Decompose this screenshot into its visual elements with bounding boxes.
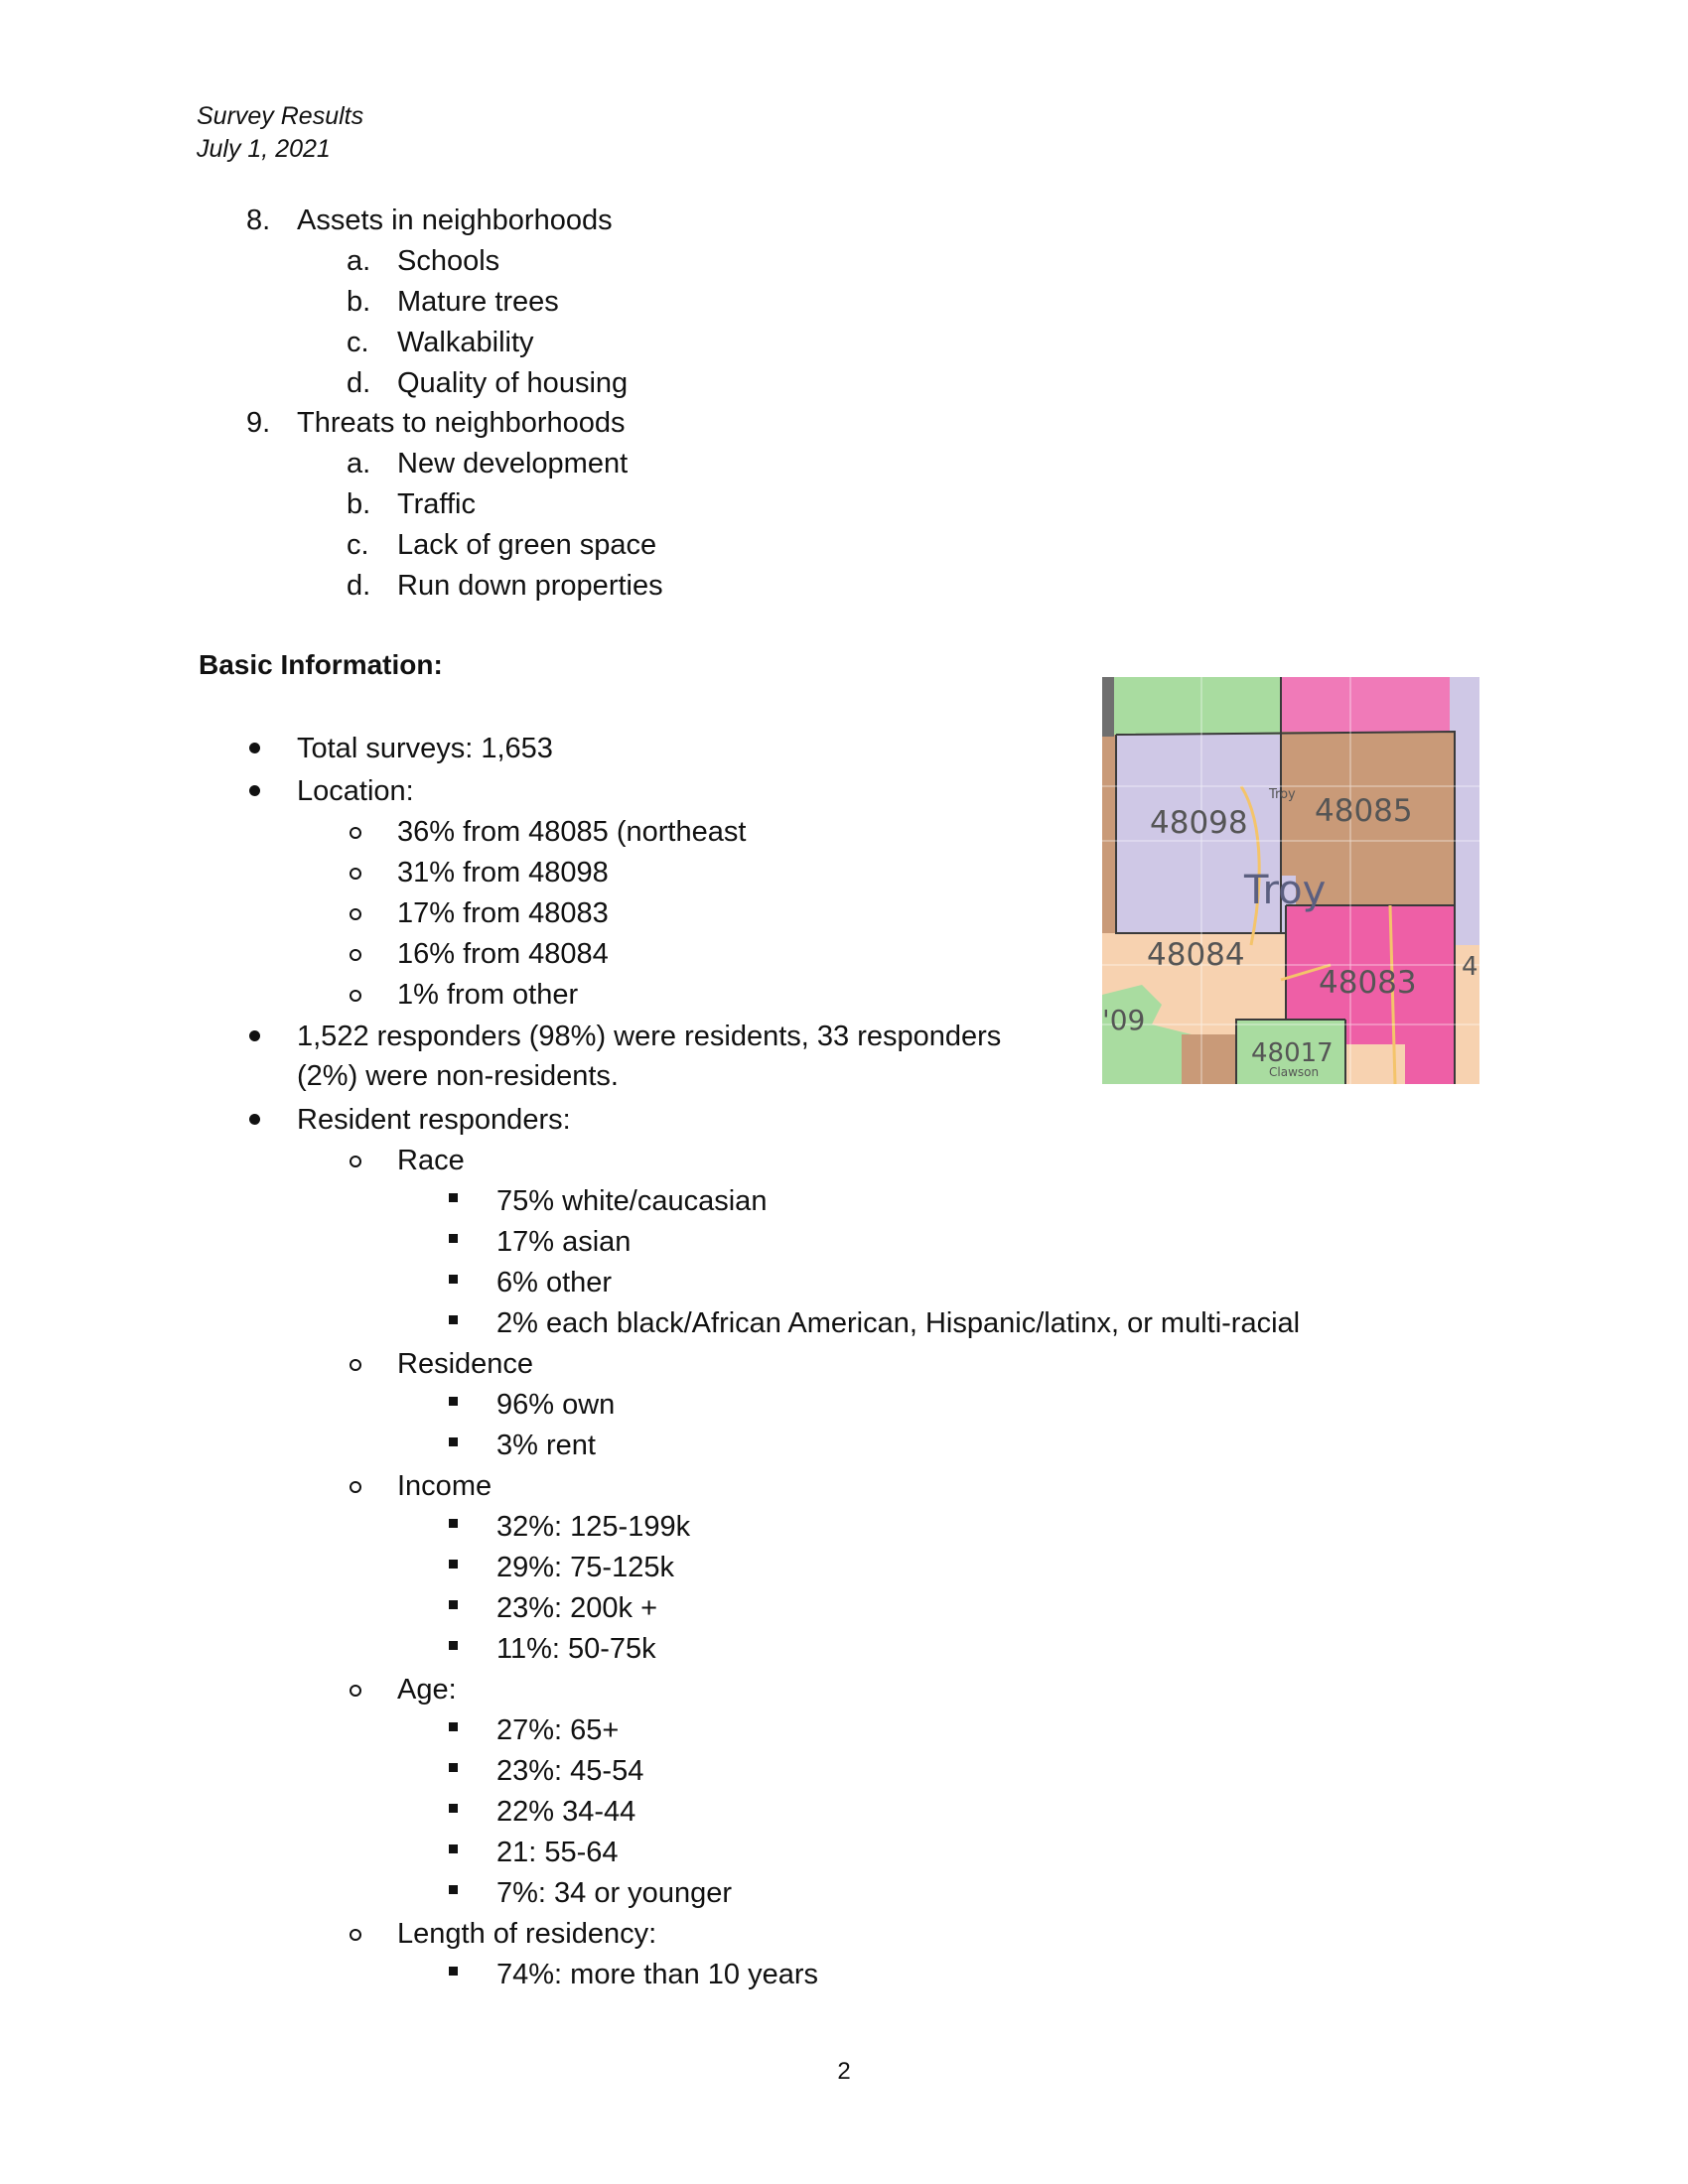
circle-bullet-icon (350, 990, 361, 1002)
clawson-label: Clawson (1269, 1065, 1320, 1079)
total-surveys: Total surveys: 1,653 (297, 733, 553, 764)
location-item: 17% from 48083 (397, 897, 609, 929)
residents-line-1: 1,522 responders (98%) were residents, 33 responders (297, 1021, 1002, 1052)
list-number: 8. (246, 205, 271, 236)
threats-heading: Threats to neighborhoods (297, 407, 626, 439)
list-item: Lack of green space (397, 529, 657, 561)
map-region-brown-sw (1182, 1034, 1241, 1084)
zip-label: 48084 (1147, 937, 1245, 973)
list-letter: a. (347, 245, 371, 277)
header-date: July 1, 2021 (197, 135, 331, 163)
list-item: Walkability (397, 327, 534, 358)
list-letter: c. (347, 529, 369, 561)
square-bullet-icon (449, 1763, 458, 1772)
map-region-brown-west (1102, 735, 1116, 933)
list-item: Quality of housing (397, 367, 629, 399)
square-bullet-icon (449, 1804, 458, 1813)
circle-bullet-icon (350, 949, 361, 961)
race-label: Race (397, 1145, 465, 1176)
list-letter: d. (347, 367, 371, 399)
zip-code-map (1102, 677, 1479, 1084)
location-item: 36% from 48085 (northeast (397, 816, 747, 848)
residence-item: 96% own (496, 1389, 616, 1421)
assets-heading: Assets in neighborhoods (297, 205, 613, 236)
list-item: New development (397, 448, 629, 479)
bullet-icon (249, 1030, 260, 1041)
square-bullet-icon (449, 1560, 458, 1569)
square-bullet-icon (449, 1234, 458, 1243)
list-item: Mature trees (397, 286, 559, 318)
map-region-lavender-ne (1450, 677, 1479, 732)
small-city-label: Troy (1269, 787, 1296, 802)
square-bullet-icon (449, 1397, 458, 1406)
square-bullet-icon (449, 1315, 458, 1324)
square-bullet-icon (449, 1885, 458, 1894)
bullet-icon (249, 1114, 260, 1125)
residence-label: Residence (397, 1348, 534, 1380)
square-bullet-icon (449, 1967, 458, 1976)
age-item: 27%: 65+ (496, 1714, 620, 1746)
circle-bullet-icon (350, 1685, 361, 1697)
header-title: Survey Results (197, 102, 364, 130)
list-number: 9. (246, 407, 271, 439)
list-letter: d. (347, 570, 371, 602)
map-edge (1102, 677, 1114, 737)
list-letter: b. (347, 488, 371, 520)
circle-bullet-icon (350, 1929, 361, 1941)
square-bullet-icon (449, 1275, 458, 1284)
square-bullet-icon (449, 1193, 458, 1202)
circle-bullet-icon (350, 868, 361, 880)
list-item: Schools (397, 245, 500, 277)
age-item: 23%: 45-54 (496, 1755, 644, 1787)
circle-bullet-icon (350, 1156, 361, 1167)
list-letter: a. (347, 448, 371, 479)
location-item: 16% from 48084 (397, 938, 609, 970)
zip-label: 4 (1462, 952, 1478, 982)
income-item: 32%: 125-199k (496, 1511, 691, 1543)
square-bullet-icon (449, 1641, 458, 1650)
location-label: Location: (297, 775, 414, 807)
race-item: 17% asian (496, 1226, 632, 1258)
list-item: Run down properties (397, 570, 663, 602)
square-bullet-icon (449, 1722, 458, 1731)
city-label: Troy (1244, 868, 1327, 913)
list-item: Traffic (397, 488, 476, 520)
age-label: Age: (397, 1674, 457, 1706)
zip-label: '09 (1102, 1004, 1146, 1036)
square-bullet-icon (449, 1519, 458, 1528)
square-bullet-icon (449, 1844, 458, 1853)
circle-bullet-icon (350, 908, 361, 920)
residents-line-2: (2%) were non-residents. (297, 1060, 619, 1092)
map-region-green-north (1102, 677, 1281, 735)
bullet-icon (249, 743, 260, 753)
age-item: 7%: 34 or younger (496, 1877, 732, 1909)
zip-label: 48083 (1319, 965, 1417, 1001)
page-number: 2 (837, 2058, 851, 2085)
race-item: 75% white/caucasian (496, 1185, 768, 1217)
income-label: Income (397, 1470, 492, 1502)
location-item: 1% from other (397, 979, 579, 1011)
circle-bullet-icon (350, 1481, 361, 1493)
length-item: 74%: more than 10 years (496, 1959, 819, 1990)
list-letter: c. (347, 327, 369, 358)
bullet-icon (249, 785, 260, 796)
resident-responders-label: Resident responders: (297, 1104, 571, 1136)
circle-bullet-icon (350, 1359, 361, 1371)
income-item: 29%: 75-125k (496, 1552, 674, 1583)
zip-label: 48017 (1251, 1038, 1334, 1068)
square-bullet-icon (449, 1437, 458, 1446)
circle-bullet-icon (350, 827, 361, 839)
residence-item: 3% rent (496, 1430, 596, 1461)
age-item: 21: 55-64 (496, 1837, 619, 1868)
zip-label: 48098 (1150, 805, 1248, 841)
zip-label: 48085 (1315, 793, 1413, 829)
length-label: Length of residency: (397, 1918, 657, 1950)
race-item: 2% each black/African American, Hispanic/latinx, or multi-racial (496, 1307, 1301, 1339)
age-item: 22% 34-44 (496, 1796, 636, 1828)
race-item: 6% other (496, 1267, 613, 1298)
square-bullet-icon (449, 1600, 458, 1609)
map-region-pink-north (1281, 677, 1450, 732)
income-item: 23%: 200k + (496, 1592, 658, 1624)
location-item: 31% from 48098 (397, 857, 609, 888)
section-heading: Basic Information: (199, 649, 443, 680)
list-letter: b. (347, 286, 371, 318)
income-item: 11%: 50-75k (496, 1633, 656, 1665)
